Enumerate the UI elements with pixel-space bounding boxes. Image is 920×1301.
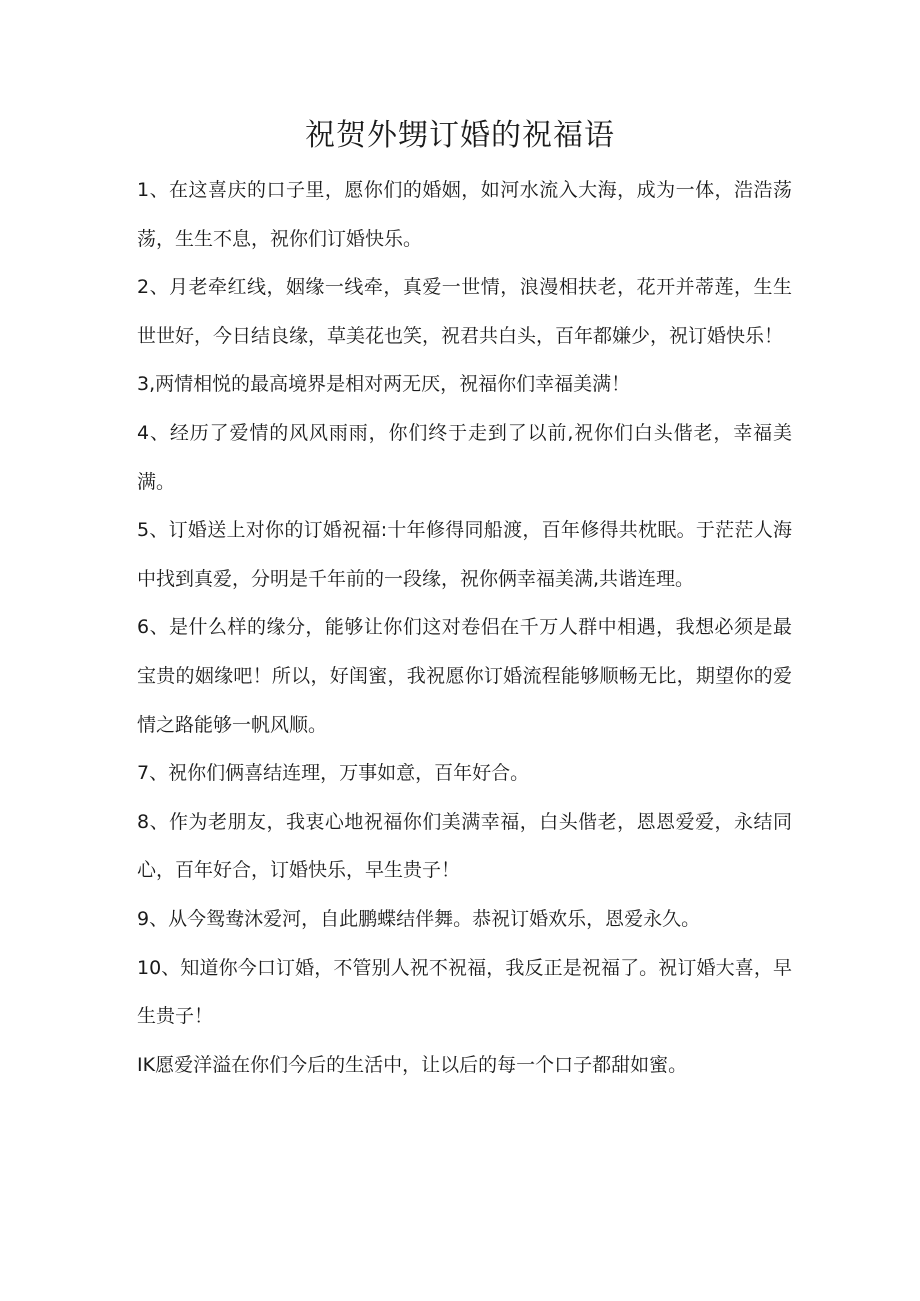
paragraph-11: IK愿爱洋溢在你们今后的生活中，让以后的每一个口子都甜如蜜。 — [137, 1053, 688, 1076]
paragraph-6: 6、是什么样的缘分，能够让你们这对卷侣在千万人群中相遇，我想必须是最宝贵的姻缘吧！所以，好闺蜜，我祝愿你订婚流程能够顺畅无比，期望你的爱情之路能够一帆风顺。 — [137, 616, 792, 736]
paragraph-10: 10、知道你今口订婚，不管别人祝不祝福，我反正是祝福了。祝订婚大喜，早生贵子！ — [137, 956, 792, 1028]
paragraph-8: 8、作为老朋友，我衷心地祝福你们美满幸福，白头偕老，恩恩爱爱，永结同心，百年好合，订婚快乐，早生贵子！ — [137, 810, 792, 882]
paragraph-2: 2、月老牵红线，姻缘一线牵，真爱一世情，浪漫相扶老，花开并蒂莲，生生世世好，今日结良缘，草美花也笑，祝君共白头，百年都嫌少，祝订婚快乐！ — [137, 276, 792, 347]
paragraph-7: 7、祝你们俩喜结连理，万事如意，百年好合。 — [137, 762, 530, 785]
paragraph-1: 1、在这喜庆的口子里，愿你们的婚姻，如河水流入大海，成为一体，浩浩荡荡，生生不息，祝你们订婚快乐。 — [137, 179, 792, 250]
paragraph-9: 9、从今鸳鸯沐爱河，自此鹏蝶结伴舞。恭祝订婚欢乐，恩爱永久。 — [137, 907, 701, 930]
paragraph-5: 5、订婚送上对你的订婚祝福:十年修得同船渡，百年修得共枕眠。于茫茫人海中找到真爱，分明是千年前的一段缘，祝你俩幸福美满,共谐连理。 — [137, 519, 792, 590]
paragraph-4: 4、经历了爱情的风风雨雨，你们终于走到了以前,祝你们白头偕老，幸福美满。 — [137, 421, 792, 493]
paragraph-3: 3,两情相悦的最高境界是相对两无厌，祝福你们幸福美满！ — [137, 373, 631, 396]
document-title: 祝贺外甥订婚的祝福语 — [305, 118, 615, 153]
document-body — [137, 166, 792, 1089]
